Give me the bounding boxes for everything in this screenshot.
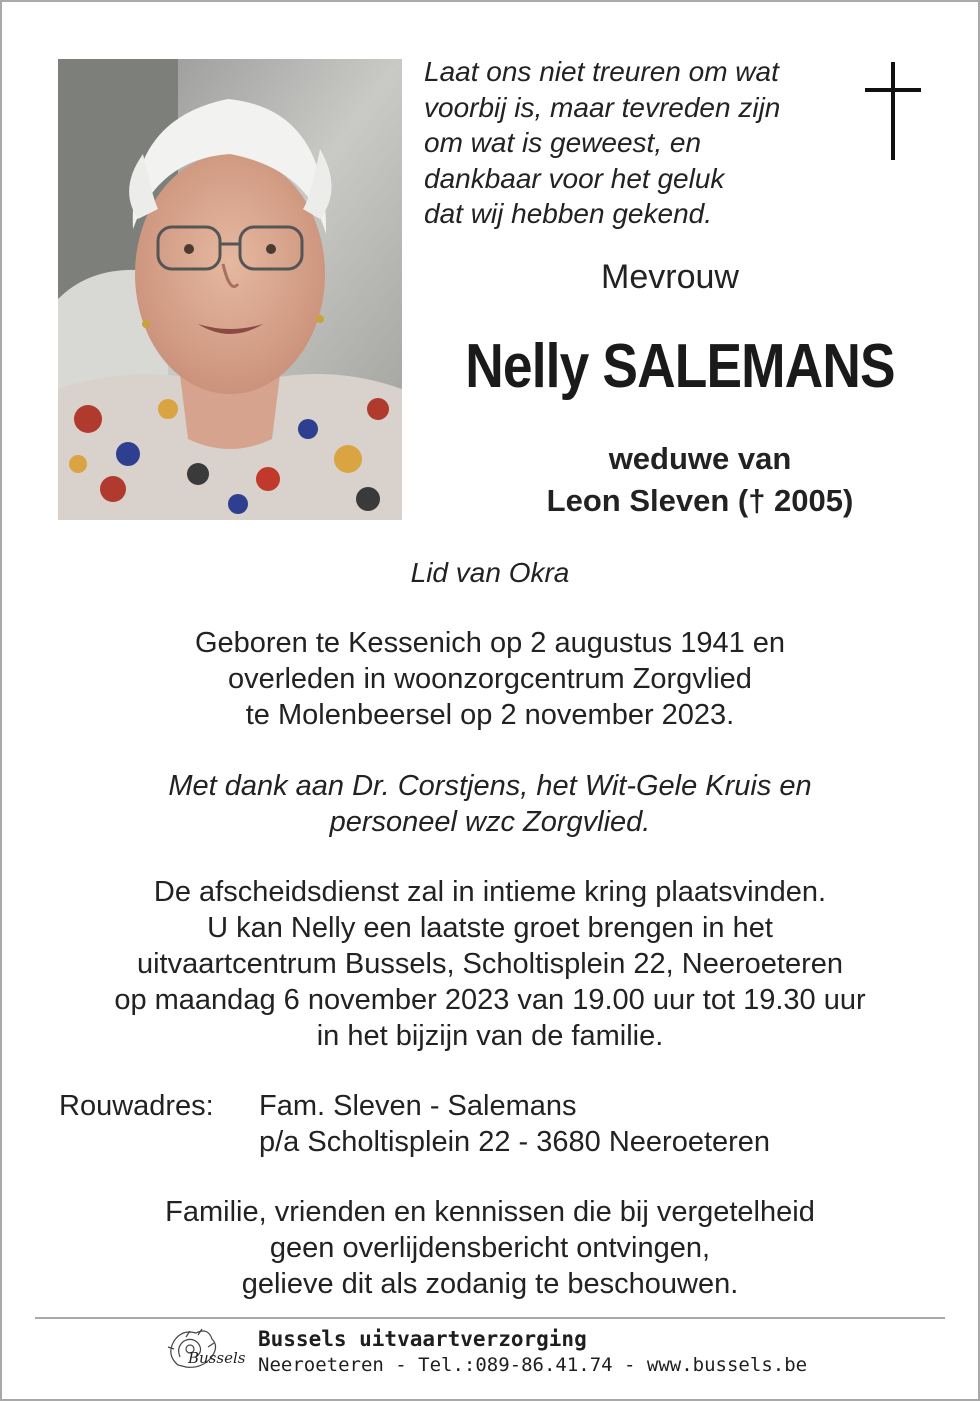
svg-text:Bussels: Bussels	[188, 1349, 246, 1367]
poem	[424, 54, 854, 232]
poem-line: voorbij is, maar tevreden zijn	[424, 91, 781, 123]
deceased-name: Nelly SALEMANS	[465, 332, 895, 401]
company-name: Bussels uitvaartverzorging	[258, 1327, 587, 1351]
thanks-text	[40, 768, 940, 840]
poem-line: dat wij hebben gekend.	[424, 198, 712, 229]
family-note-line: Familie, vrienden en kennissen die bij vergetelheid	[165, 1196, 815, 1228]
address-line: Fam. Sleven - Salemans	[259, 1090, 577, 1122]
footer-divider	[35, 1317, 945, 1319]
address-lines	[259, 1088, 770, 1160]
poem-line: dankbaar voor het geluk	[424, 162, 725, 194]
cross-icon	[862, 62, 924, 160]
birth-death-text	[60, 625, 920, 733]
poem-line: Laat ons niet treuren om wat	[424, 56, 779, 87]
poem-line: om wat is geweest, en	[424, 127, 702, 158]
family-note-line: gelieve dit als zodanig te beschouwen.	[241, 1268, 739, 1300]
address-line: p/a Scholtisplein 22 - 3680 Neeroeteren	[259, 1126, 771, 1158]
thanks-line: personeel wzc Zorgvlied.	[329, 806, 651, 838]
birth-death-line: Geboren te Kessenich op 2 augustus 1941 en	[194, 627, 786, 659]
family-note-line: geen overlijdensbericht ontvingen,	[269, 1232, 711, 1264]
widow-line: weduwe van	[608, 441, 792, 476]
service-line: De afscheidsdienst zal in intieme kring plaatsvinden.	[153, 876, 827, 908]
service-line: op maandag 6 november 2023 van 19.00 uur tot 19.30 uur	[114, 984, 866, 1016]
service-line: U kan Nelly een laatste groet brengen in het	[207, 912, 773, 944]
family-note	[40, 1194, 940, 1302]
address-label: Rouwadres:	[59, 1090, 214, 1122]
birth-death-line: te Molenbeersel op 2 november 2023.	[245, 699, 735, 731]
thanks-line: Met dank aan Dr. Corstjens, het Wit-Gele Kruis en	[168, 770, 812, 802]
bussels-logo	[160, 1325, 246, 1377]
service-text	[20, 874, 960, 1054]
company-contact: Neeroeteren - Tel.:089-86.41.74 - www.bussels.be	[258, 1354, 808, 1376]
membership: Lid van Okra	[410, 557, 570, 588]
widow-of	[430, 438, 970, 522]
footer-info	[258, 1326, 807, 1378]
birth-death-line: overleden in woonzorgcentrum Zorgvlied	[228, 663, 752, 695]
portrait-photo	[58, 59, 402, 520]
service-line: uitvaartcentrum Bussels, Scholtisplein 22, Neeroeteren	[136, 948, 844, 980]
service-line: in het bijzijn van de familie.	[316, 1020, 664, 1052]
title-prefix: Mevrouw	[601, 258, 739, 296]
widow-line: Leon Sleven († 2005)	[546, 483, 854, 518]
